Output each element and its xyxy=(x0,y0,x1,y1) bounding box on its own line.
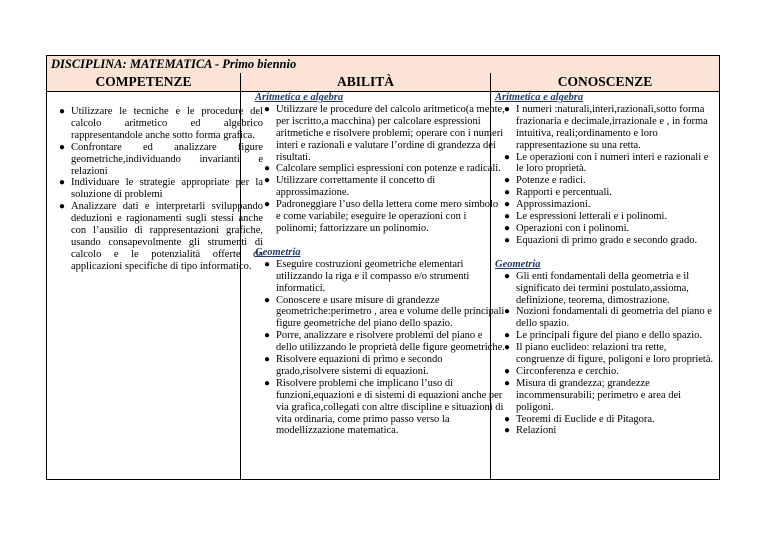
abilita-column xyxy=(255,92,505,437)
list-item: ● Circonferenza e cerchio. xyxy=(504,365,619,377)
list-item: ● Misura di grandezza; grandezze incommensurabili; perimetro e area dei poligoni. xyxy=(504,377,682,413)
list-item: ● Utilizzare correttamente il concetto di approssimazione. xyxy=(264,175,436,199)
bullet-icon: ● xyxy=(504,222,511,234)
list-item: ● Potenze e radici. xyxy=(504,175,586,187)
competenze-column xyxy=(59,106,263,273)
list-item: ● Utilizzare le procedure del calcolo aritmetico(a mente, per iscritto,a macchina) per calcolare espressioni aritmetiche e risolvere problemi; operare con i numeri interi e razionali e valutare l’ordine di grandezza dei risultati. xyxy=(264,103,505,163)
list-item: ● Conoscere e usare misure di grandezze geometriche:perimetro , area e volume delle principali figure geometriche del piano dello spazio. xyxy=(264,294,505,330)
list-item: ● Eseguire costruzioni geometriche elementari utilizzando la riga e il compasso e/o strumenti informatici. xyxy=(264,258,470,294)
list-item: ● Equazioni di primo grado e secondo grado. xyxy=(504,234,698,246)
bullet-icon: ● xyxy=(59,141,66,153)
list-item: ● Le principali figure del piano e dello spazio. xyxy=(504,330,703,342)
list-item: ● Nozioni fondamentali di geometria del piano e dello spazio. xyxy=(504,306,712,330)
bullet-icon: ● xyxy=(504,365,511,377)
conoscenze-algebra-title: Aritmetica e algebra xyxy=(495,92,584,103)
bullet-icon: ● xyxy=(264,163,271,175)
list-item: ● Le operazioni con i numeri interi e razionali e le loro proprietà. xyxy=(504,151,709,175)
list-item: ● Approssimazioni. xyxy=(504,199,591,211)
bullet-icon: ● xyxy=(264,294,271,306)
conoscenze-geometria-title: Geometria xyxy=(495,258,541,270)
bullet-icon: ● xyxy=(504,270,511,282)
list-item: ● Risolvere equazioni di primo e secondo grado,risolvere sistemi di equazioni. xyxy=(264,354,443,377)
bullet-icon: ● xyxy=(264,199,271,211)
list-item: ● Individuare le strategie appropriate per la soluzione di problemi xyxy=(59,177,263,201)
bullet-icon: ● xyxy=(504,377,511,389)
bullet-icon: ● xyxy=(264,330,271,342)
list-item: ● Utilizzare le tecniche e le procedure del calcolo aritmetico ed algebrico rappresentandole anche sotto forma grafica. xyxy=(59,106,263,141)
list-item: ● Teoremi di Euclide e di Pitagora. xyxy=(504,413,655,425)
bullet-icon: ● xyxy=(504,330,511,342)
bullet-icon: ● xyxy=(264,103,271,115)
bullet-icon: ● xyxy=(504,413,511,425)
bullet-icon: ● xyxy=(59,201,66,213)
list-item: ● Analizzare dati e interpretarli sviluppando deduzioni e ragionamenti sugli stessi anche con l’ausilio di rappresentazioni grafiche, usando consapevolmente gli strumenti di calcolo e le potenzialità offerte da applicazioni specifiche di tipo informatico. xyxy=(59,201,263,272)
bullet-icon: ● xyxy=(264,175,271,187)
bullet-icon: ● xyxy=(504,175,511,187)
abilita-geometria-title: Geometria xyxy=(255,246,301,258)
bullet-icon: ● xyxy=(504,425,511,437)
abilita-algebra-title: Aritmetica e algebra xyxy=(255,92,344,103)
page-title: DISCIPLINA: MATEMATICA - Primo biennio xyxy=(51,57,297,71)
list-item: ● Confrontare ed analizzare figure geometriche,individuando invarianti e relazioni xyxy=(59,141,263,177)
bullet-icon: ● xyxy=(264,258,271,270)
bullet-icon: ● xyxy=(504,211,511,223)
list-item: ● Operazioni con i polinomi. xyxy=(504,222,630,234)
list-item: ● Calcolare semplici espressioni con potenze e radicali. xyxy=(264,163,501,175)
conoscenze-column xyxy=(495,92,717,437)
bullet-icon: ● xyxy=(264,377,271,389)
curriculum-table xyxy=(46,55,720,480)
bullet-icon: ● xyxy=(59,106,66,117)
list-item: ● Il piano euclideo: relazioni tra rette, congruenze di figure, poligoni e loro proprietà. xyxy=(504,342,714,366)
bullet-icon: ● xyxy=(504,103,511,115)
bullet-icon: ● xyxy=(504,234,511,246)
header-abilita: ABILITÀ xyxy=(336,74,395,89)
bullet-icon: ● xyxy=(504,199,511,211)
list-item: ● Risolvere problemi che implicano l’uso di funzioni,equazioni e di sistemi di equazioni anche per via grafica,collegati con altre discipline e situazioni di vita ordinaria, come primo passo verso la modellizzazione matematica. xyxy=(264,377,504,437)
list-item: ● Le espressioni letterali e i polinomi. xyxy=(504,211,668,223)
header-competenze: COMPETENZE xyxy=(95,74,192,89)
list-item: ● Gli enti fondamentali della geometria e il significato dei termini postulato,assioma, definizione, teorema, dimostrazione. xyxy=(504,270,690,306)
header-row xyxy=(47,73,719,92)
title-row xyxy=(47,56,719,74)
bullet-icon: ● xyxy=(504,187,511,199)
bullet-icon: ● xyxy=(504,151,511,163)
bullet-icon: ● xyxy=(504,342,511,354)
bullet-icon: ● xyxy=(264,354,271,366)
bullet-icon: ● xyxy=(504,306,511,318)
list-item: ● Relazioni xyxy=(504,425,557,437)
list-item: ● I numeri :naturali,interi,razionali,sotto forma frazionaria e decimale,irrazionale e , in forma intuitiva, reali;ordinamento e loro rappresentazione su una retta. xyxy=(504,103,708,151)
bullet-icon: ● xyxy=(59,177,66,189)
list-item: ● Porre, analizzare e risolvere problemi del piano e dello utilizzando le proprietà delle figure geometriche. xyxy=(264,330,505,354)
list-item: ● Rapporti e percentuali. xyxy=(504,187,612,199)
header-conoscenze: CONOSCENZE xyxy=(557,74,653,89)
list-item: ● Padroneggiare l’uso della lettera come mero simbolo e come variabile; eseguire le operazioni con i polinomi; fattorizzare un polinomio. xyxy=(264,199,499,234)
